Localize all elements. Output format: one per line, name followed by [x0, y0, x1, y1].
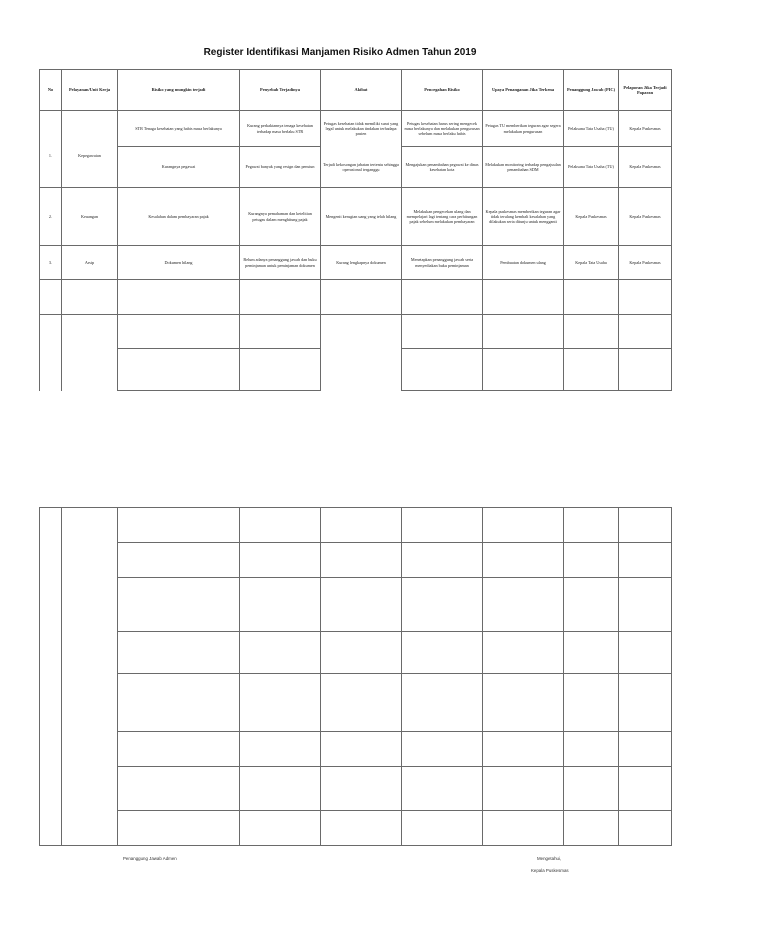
header-unit: Pelayanan/Unit Kerja — [62, 70, 118, 111]
empty-cell — [62, 767, 118, 811]
empty-cell — [118, 543, 240, 578]
empty-cell — [619, 508, 672, 543]
empty-row — [40, 767, 672, 811]
empty-cell — [240, 543, 321, 578]
row-spacer-no — [40, 111, 62, 147]
empty-row — [40, 543, 672, 578]
cell-risiko: Dokumen hilang — [118, 246, 240, 280]
empty-cell — [62, 508, 118, 543]
risk-register-table-continued — [39, 507, 672, 846]
empty-cell — [321, 767, 402, 811]
cell-pic: Pelaksana Tata Usaha (TU) — [564, 147, 619, 188]
empty-cell — [564, 674, 619, 732]
empty-row — [40, 508, 672, 543]
empty-cell — [619, 543, 672, 578]
empty-row — [40, 315, 672, 349]
empty-cell — [240, 280, 321, 315]
empty-cell — [40, 543, 62, 578]
cell-penyebab: Pegawai banyak yang resign dan pensiun — [240, 147, 321, 188]
empty-cell — [564, 280, 619, 315]
cell-penyebab: Kurangnya pemahaman dan ketelitian petugas dalam menghitung pajak — [240, 188, 321, 246]
header-akibat: Akibat — [321, 70, 402, 111]
empty-cell — [564, 349, 619, 391]
page-title: Register Identifikasi Manjamen Risiko Admen Tahun 2019 — [203, 47, 477, 58]
empty-cell — [240, 578, 321, 632]
empty-cell — [118, 674, 240, 732]
cell-akibat: Terjadi kekosongan jabatan tertentu sehingga operasional terganggu — [321, 147, 402, 188]
header-penyebab: Penyebab Terjadinya — [240, 70, 321, 111]
empty-cell — [483, 315, 564, 349]
empty-cell — [118, 578, 240, 632]
empty-cell — [483, 811, 564, 846]
cell-upaya: Kepala puskesmas memberikan teguran agar tidak terulang kembali kesalahan yang dilakukan serta ditunju untuk mengganti — [483, 188, 564, 246]
cell-pic: Pelaksana Tata Usaha (TU) — [564, 111, 619, 147]
footer-right-label: Mengetahui, — [537, 856, 562, 861]
cell-pelaporan: Kepala Puskesmas — [619, 111, 672, 147]
empty-cell — [564, 811, 619, 846]
cell-no: 1. — [40, 147, 62, 188]
footer-left-signature: Penanggung Jawab Admen — [123, 856, 177, 861]
header-no: No — [40, 70, 62, 111]
empty-cell — [62, 674, 118, 732]
empty-cell — [619, 632, 672, 674]
empty-cell — [619, 578, 672, 632]
empty-cell — [240, 349, 321, 391]
empty-row — [40, 674, 672, 732]
empty-row — [40, 732, 672, 767]
cell-unit: Kepegawaian — [62, 147, 118, 188]
table-row — [40, 246, 672, 280]
cell-pelaporan: Kepala Puskesmas — [619, 147, 672, 188]
cell-pencegahan: Melakukan pengecekan ulang dan mempelajari lagi tentang cara perhitungan pajak sebelum melakukan pembayaran — [402, 188, 483, 246]
empty-cell — [483, 280, 564, 315]
empty-cell — [40, 811, 62, 846]
empty-cell — [118, 280, 240, 315]
empty-cell — [118, 315, 240, 349]
empty-cell — [40, 508, 62, 543]
empty-cell — [118, 349, 240, 391]
cell-akibat: Mengenit kerugian uang yang telah hilang — [321, 188, 402, 246]
empty-cell — [240, 508, 321, 543]
empty-cell — [40, 280, 62, 315]
empty-cell — [402, 578, 483, 632]
empty-cell — [619, 674, 672, 732]
empty-cell — [321, 632, 402, 674]
empty-cell — [240, 767, 321, 811]
table-row — [40, 147, 672, 188]
empty-cell — [240, 732, 321, 767]
cell-pelaporan: Kepala Puskesmas — [619, 246, 672, 280]
empty-row — [40, 632, 672, 674]
cell-risiko: STR Tenaga kesehatan yang habis masa berlakunya — [118, 111, 240, 147]
empty-row — [40, 578, 672, 632]
cell-risiko: Kesalahan dalam pembayaran pajak — [118, 188, 240, 246]
empty-cell — [321, 811, 402, 846]
cell-upaya: Pembuatan dokumen ulang — [483, 246, 564, 280]
empty-cell — [321, 578, 402, 632]
cell-unit: Arsip — [62, 246, 118, 280]
empty-cell — [483, 543, 564, 578]
cell-unit: Keuangan — [62, 188, 118, 246]
empty-cell — [619, 732, 672, 767]
table-row — [40, 111, 672, 147]
empty-cell — [118, 632, 240, 674]
cell-pencegahan: Menetapkan penanggung jawab serta menyediakan buku peminjaman — [402, 246, 483, 280]
empty-cell — [402, 732, 483, 767]
empty-cell — [321, 732, 402, 767]
footer-right-signature: Kepala Puskesmas — [531, 868, 569, 873]
empty-cell — [62, 732, 118, 767]
header-risiko: Risiko yang mungkin terjadi — [118, 70, 240, 111]
empty-cell — [619, 280, 672, 315]
empty-cell — [483, 349, 564, 391]
empty-cell — [62, 578, 118, 632]
empty-cell — [564, 543, 619, 578]
table-row — [40, 188, 672, 246]
empty-cell — [62, 315, 118, 349]
empty-cell — [564, 315, 619, 349]
empty-cell — [321, 349, 402, 391]
empty-cell — [240, 811, 321, 846]
empty-cell — [62, 349, 118, 391]
cell-no: 3. — [40, 246, 62, 280]
risk-register-table — [39, 69, 672, 391]
header-pencegahan: Pencegahan Risiko — [402, 70, 483, 111]
empty-cell — [619, 767, 672, 811]
empty-cell — [118, 732, 240, 767]
empty-cell — [402, 632, 483, 674]
empty-cell — [40, 674, 62, 732]
empty-cell — [321, 508, 402, 543]
empty-cell — [118, 811, 240, 846]
empty-cell — [40, 632, 62, 674]
empty-cell — [619, 315, 672, 349]
empty-cell — [40, 732, 62, 767]
empty-cell — [402, 349, 483, 391]
row-spacer-unit — [62, 111, 118, 147]
cell-akibat: Petugas kesehatan tidak memiliki surat yang legal untuk melakukan tindakan terhadapa pasien — [321, 111, 402, 147]
empty-row — [40, 280, 672, 315]
cell-pencegahan: Petugas kesehatan harus sering mengecek masa berlakunya dan melakukan pengurusan sebelum masa berlaku habis — [402, 111, 483, 147]
header-row — [40, 70, 672, 111]
cell-pelaporan: Kepala Puskesmas — [619, 188, 672, 246]
empty-cell — [483, 674, 564, 732]
empty-cell — [483, 508, 564, 543]
empty-cell — [62, 811, 118, 846]
cell-pic: Kepala Puskesmas — [564, 188, 619, 246]
empty-cell — [321, 543, 402, 578]
empty-cell — [483, 767, 564, 811]
empty-cell — [564, 578, 619, 632]
cell-pencegahan: Mengajukan penambahan pegawai ke dinas kesehatan kota — [402, 147, 483, 188]
cell-risiko: Kurangnya pegawai — [118, 147, 240, 188]
cell-akibat: Kurang lengkapnya dokumen — [321, 246, 402, 280]
empty-cell — [564, 767, 619, 811]
header-pelaporan: Pelaporan Jika Terjadi Paparan — [619, 70, 672, 111]
cell-penyebab: Belum adanya penanggung jawab dan buku peminjaman untuk peminjaman dokumen — [240, 246, 321, 280]
empty-cell — [564, 508, 619, 543]
empty-cell — [62, 543, 118, 578]
empty-cell — [402, 508, 483, 543]
cell-upaya: Petugas TU memberikan teguran agar segera melakukan pengurusan — [483, 111, 564, 147]
empty-cell — [321, 674, 402, 732]
empty-cell — [483, 732, 564, 767]
empty-cell — [483, 632, 564, 674]
empty-cell — [321, 280, 402, 315]
cell-pic: Kepala Tata Usaha — [564, 246, 619, 280]
empty-cell — [40, 578, 62, 632]
empty-cell — [62, 632, 118, 674]
empty-cell — [619, 349, 672, 391]
empty-cell — [402, 767, 483, 811]
empty-cell — [40, 767, 62, 811]
empty-cell — [402, 280, 483, 315]
empty-cell — [564, 732, 619, 767]
empty-cell — [240, 315, 321, 349]
cell-no: 2. — [40, 188, 62, 246]
empty-cell — [402, 315, 483, 349]
empty-cell — [118, 508, 240, 543]
empty-row — [40, 349, 672, 391]
cell-upaya: Melakukan monitoring terhadap pengajuulan penambahan SDM — [483, 147, 564, 188]
empty-cell — [483, 578, 564, 632]
header-pic: Penanggung Jawab (PIC) — [564, 70, 619, 111]
empty-cell — [240, 632, 321, 674]
empty-cell — [62, 280, 118, 315]
cell-penyebab: Kurang perkaktannya tenaga kesehatan terhadap masa berlaku STR — [240, 111, 321, 147]
empty-row — [40, 811, 672, 846]
empty-cell — [118, 767, 240, 811]
empty-cell — [402, 674, 483, 732]
header-upaya: Upaya Penanganan Jika Terkena — [483, 70, 564, 111]
empty-cell — [40, 315, 62, 349]
empty-cell — [240, 674, 321, 732]
empty-cell — [402, 811, 483, 846]
empty-cell — [564, 632, 619, 674]
empty-cell — [402, 543, 483, 578]
empty-cell — [321, 315, 402, 349]
empty-cell — [619, 811, 672, 846]
empty-cell — [40, 349, 62, 391]
